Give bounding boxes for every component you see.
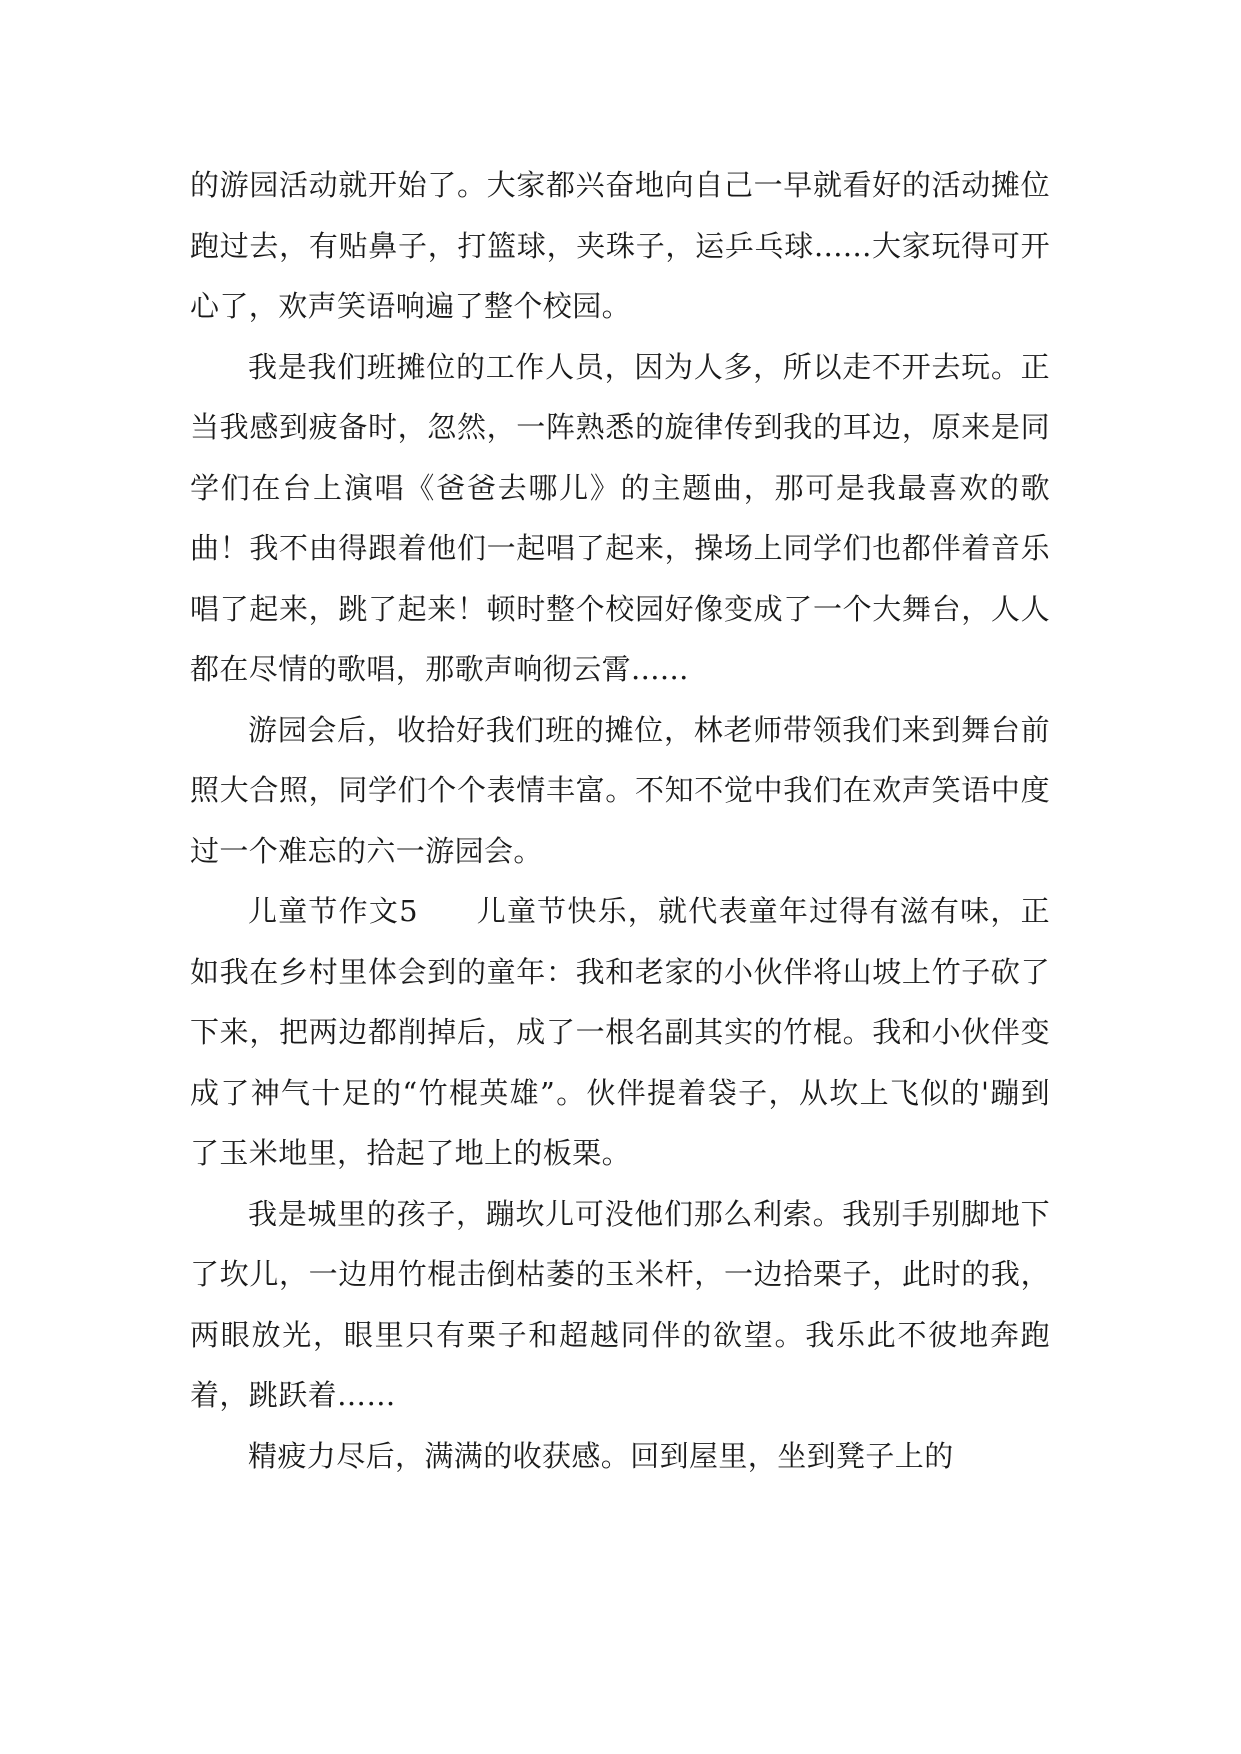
paragraph-6 [190,1426,1050,1487]
paragraph-3-text: 游园会后，收拾好我们班的摊位，林老师带领我们来到舞台前照大合照，同学们个个表情丰富。不知不觉中我们在欢声笑语中度过一个难忘的六一游园会。 [190,712,1050,868]
paragraph-1-text: 的游园活动就开始了。大家都兴奋地向自己一早就看好的活动摊位跑过去，有贴鼻子，打篮球，夹珠子，运乒乓球......大家玩得可开心了，欢声笑语响遍了整个校园。 [190,168,1050,323]
paragraph-2-text: 我是我们班摊位的工作人员，因为人多，所以走不开去玩。正当我感到疲备时，忽然，一阵熟悉的旋律传到我的耳边，原来是同学们在台上演唱《爸爸去哪儿》的主题曲，那可是我最喜欢的歌曲！我不由得跟着他们一起唱了起来，操场上同学们也都伴着音乐唱了起来，跳了起来！顿时整个校园好像变成了一个大舞台，人人都在尽情的歌唱，那歌声响彻云霄...... [190,349,1050,686]
paragraph-2 [190,337,1050,700]
paragraph-3 [190,700,1050,882]
document-page [190,155,1050,1486]
paragraph-1 [190,155,1050,337]
paragraph-6-text: 精疲力尽后，满满的收获感。回到屋里，坐到凳子上的 [248,1438,954,1473]
paragraph-4-text: 儿童节快乐，就代表童年过得有滋有味，正如我在乡村里体会到的童年：我和老家的小伙伴将山坡上竹子砍了下来，把两边都削掉后，成了一根名副其实的竹棍。我和小伙伴变成了神气十足的“竹棍英雄”。伙伴提着袋子，从坎上飞似的'蹦到了玉米地里，拾起了地上的板栗。 [190,894,1050,1170]
section-heading: 儿童节作文5 [248,894,418,928]
paragraph-4 [190,881,1050,1184]
paragraph-5-text: 我是城里的孩子，蹦坎儿可没他们那么利索。我别手别脚地下了坎儿，一边用竹棍击倒枯萎的玉米杆，一边拾栗子，此时的我，两眼放光，眼里只有栗子和超越同伴的欲望。我乐此不彼地奔跑着，跳跃着…… [190,1196,1050,1412]
paragraph-5 [190,1184,1050,1426]
